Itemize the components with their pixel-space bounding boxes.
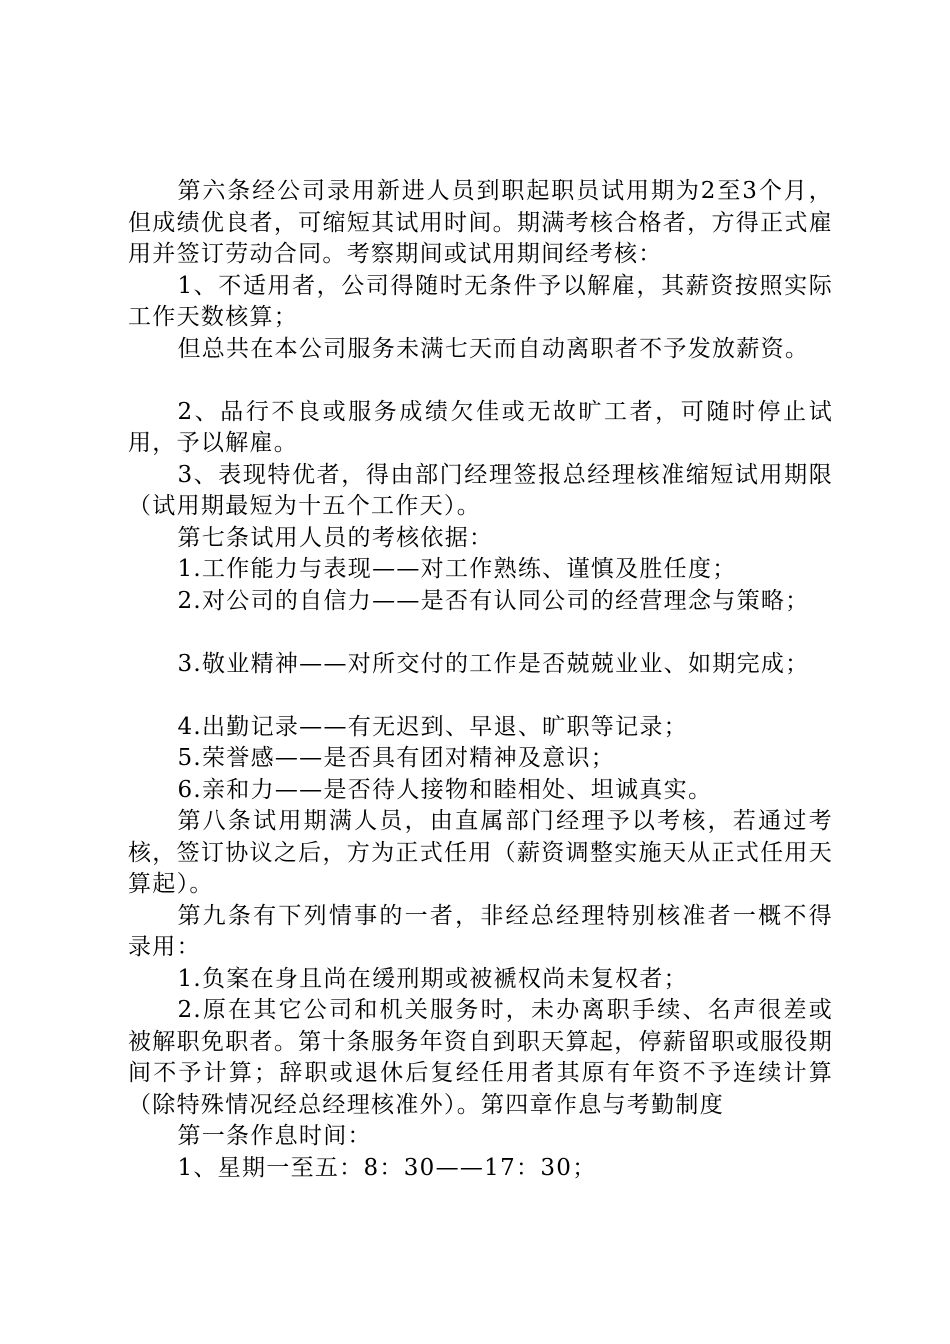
paragraph-worktime-heading: 第一条作息时间： [177,1123,372,1149]
list-item-exclusion-1: 1.负案在身且尚在缓刑期或被褫权尚未复权者； [177,965,688,992]
list-item-assessment-6: 6.亲和力——是否待人接物和睦相处、坦诚真实。 [177,776,713,803]
paragraph-article-6: 第六条经公司录用新进人员到职起职员试用期为2至3个月，但成绩优良者，可缩短其试用时间。期满考核合格者，方得正式雇用并签订劳动合同。考察期间或试用期间经考核： [128,178,833,267]
paragraph-item-3-outstanding: 3、表现特优者，得由部门经理签报总经理核准缩短试用期限（试用期最短为十五个工作天）。 [128,461,833,519]
paragraph-article-8: 第八条试用期满人员，由直属部门经理予以考核，若通过考核，签订协议之后，方为正式任用（薪资调整实施天从正式任用天算起）。 [128,808,833,897]
list-item-worktime-1: 1、星期一至五：8：30——17：30； [177,1154,597,1181]
paragraph-item-2-misconduct: 2、品行不良或服务成绩欠佳或无故旷工者，可随时停止试用，予以解雇。 [128,398,833,456]
paragraph-article-7: 第七条试用人员的考核依据： [177,524,494,551]
paragraph-article-9: 第九条有下列情事的一者，非经总经理特别核准者一概不得录用： [128,902,833,960]
list-item-assessment-4: 4.出勤记录——有无迟到、早退、旷职等记录； [177,713,688,740]
list-item-assessment-1: 1.工作能力与表现——对工作熟练、谨慎及胜任度； [177,556,737,582]
list-item-assessment-3: 3.敬业精神——对所交付的工作是否兢兢业业、如期完成； [177,650,810,677]
list-item-exclusion-2: 2.原在其它公司和机关服务时，未办离职手续、名声很差或被解职免职者。第十条服务年资自到职天算起，停薪留职或服役期间不予计算；辞职或退休后复经任用者其原有年资不予连续计算（除特殊情况经总经理核准外）。第四章作息与考勤制度 [128,997,833,1118]
list-item-assessment-2: 2.对公司的自信力——是否有认同公司的经营理念与策略； [177,587,810,614]
list-item-assessment-5: 5.荣誉感——是否具有团对精神及意识； [177,745,616,771]
paragraph-item-1-unsuitable: 1、不适用者，公司得随时无条件予以解雇，其薪资按照实际工作天数核算； [128,272,833,330]
paragraph-no-salary-note: 但总共在本公司服务未满七天而自动离职者不予发放薪资。 [177,335,810,362]
document-body [128,176,833,1184]
